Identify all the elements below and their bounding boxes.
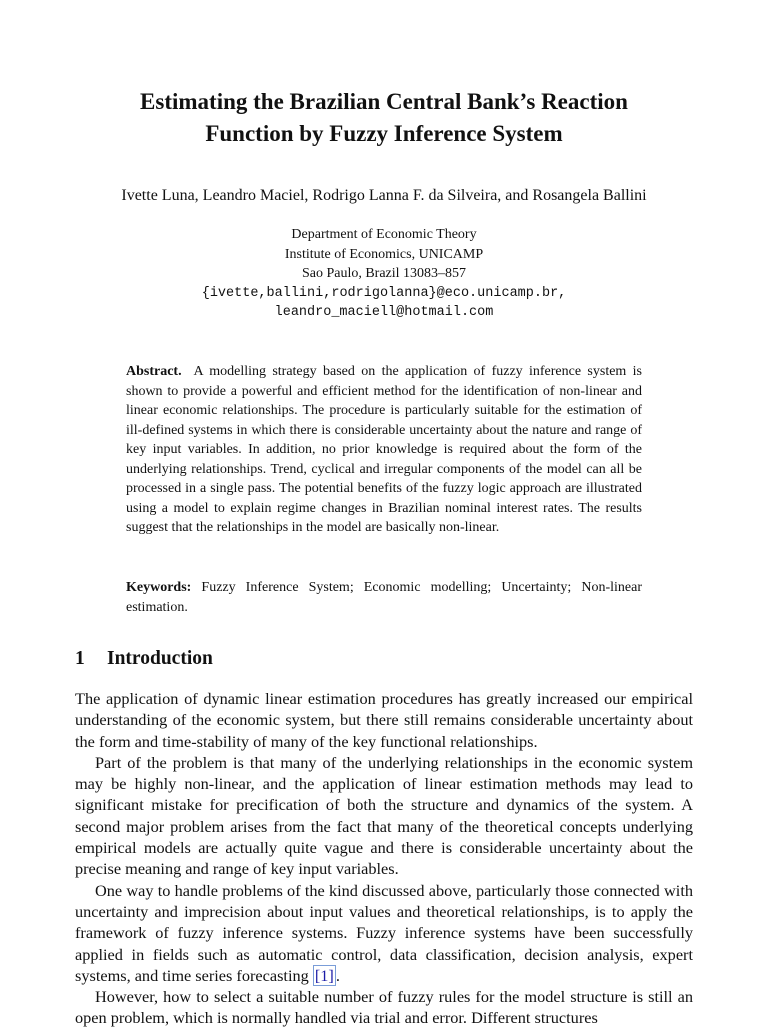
affiliation-department: Department of Economic Theory [291, 227, 477, 242]
citation-link-1[interactable]: [1] [314, 965, 334, 985]
affiliation-location: Sao Paulo, Brazil 13083–857 [301, 266, 467, 281]
affiliation-institute: Institute of Economics, UNICAMP [284, 246, 484, 262]
paragraph-3 [75, 880, 693, 986]
keywords-label: Keywords: [126, 580, 192, 595]
paragraph-3-text: One way to handle problems of the kind discussed above, particularly those connected with uncertainty and imprecision about input values and theoretical relationships, is to apply the framework of fuzzy inference systems. Fuzzy inference systems have been successfully applied in fields such as automatic control, data classification, decision analysis, expert systems, and time series forecasting [75, 880, 693, 985]
paragraph-2: Part of the problem is that many of the underlying relationships in the economic system may be highly non-linear, and the application of linear estimation methods may lead to significant mistake for precification of both the structure and dynamics of the system. A second major problem arises from the fact that many of the theoretical concepts underlying empirical models are actually quite vague and there is considerable uncertainty about the precise meaning and range of key input variables. [75, 752, 693, 879]
affiliation-email-2: leandro_maciell@hotmail.com [274, 305, 494, 320]
keywords-text: Fuzzy Inference System; Economic modelling; Uncertainty; Non-linear estimation. [126, 580, 643, 615]
keywords [126, 578, 642, 617]
abstract-label: Abstract. [126, 364, 182, 379]
abstract [126, 362, 642, 538]
title-line-2: Function by Fuzzy Inference System [205, 121, 563, 146]
body-text [75, 688, 693, 1029]
section-title: Introduction [107, 648, 213, 669]
paragraph-1: The application of dynamic linear estimation procedures has greatly increased our empirical understanding of the economic system, but there still remains considerable uncertainty about the form and time-stability of many of the key functional relationships. [75, 689, 693, 751]
affiliation-email-1: {ivette,ballini,rodrigolanna}@eco.unicamp.br, [201, 285, 567, 301]
author-list: Ivette Luna, Leandro Maciel, Rodrigo Lanna F. da Silveira, and Rosangela Ballini [121, 187, 647, 204]
section-number: 1 [75, 648, 85, 669]
section-heading [75, 646, 213, 672]
title-line-1: Estimating the Brazilian Central Bank’s Reaction [140, 89, 628, 114]
paper-title [60, 86, 708, 150]
paragraph-4: However, how to select a suitable number of fuzzy rules for the model structure is still an open problem, which is normally handled via trial and error. Different structures [75, 987, 693, 1028]
affiliation-block [84, 225, 684, 323]
abstract-text: A modelling strategy based on the application of fuzzy inference system is shown to provide a powerful and efficient method for the identification of non-linear and linear economic relationships. The procedure is particularly suitable for the estimation of ill-defined systems in which there is considerable uncertainty about the nature and range of key input variables. In addition, no prior knowledge is required about the form of the underlying relationships. Trend, cyclical and irregular components of the model can all be processed in a single pass. The potential benefits of the fuzzy logic approach are illustrated using a model to explain regime changes in Brazilian nominal interest rates. The results suggest that the relationships in the model are basically non-linear. [126, 364, 642, 535]
paragraph-3-end: . [335, 965, 340, 985]
